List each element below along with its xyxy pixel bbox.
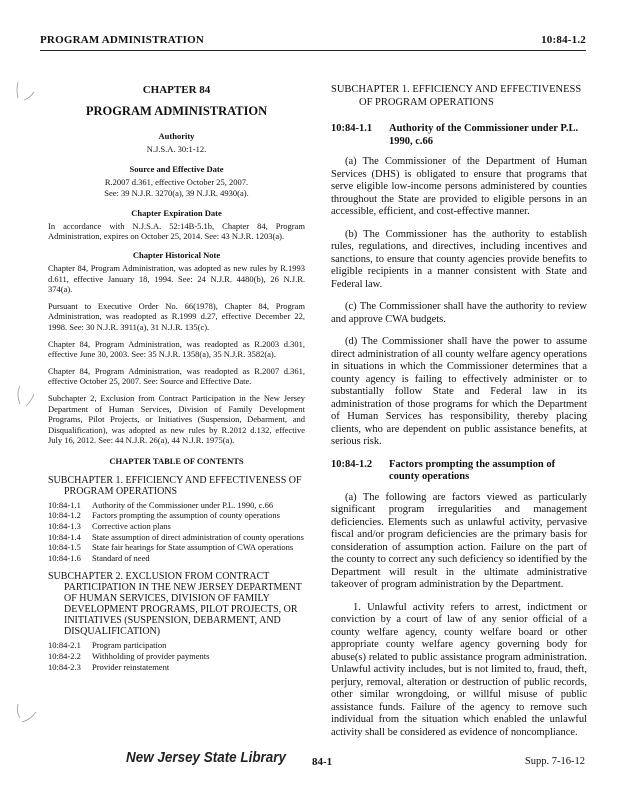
toc-entry-title: Program participation [92,640,167,651]
margin-scan-mark [10,384,40,410]
toc-entry[interactable] [48,641,305,651]
toc-heading: CHAPTER TABLE OF CONTENTS [109,455,244,466]
toc-entry-number: 10:84-2.3 [48,661,81,672]
toc-entry-number: 10:84-1.4 [48,531,81,542]
historical-note: Chapter 84, Program Administration, was adopted as new rules by R.1993 d.611, effective January 18, 1994. See: 24 N.J.R. 4480(b), 26 N.J.R. 374(a). [48,262,305,295]
toc-entry-number: 10:84-1.2 [48,510,81,521]
historical-note: Subchapter 2, Exclusion from Contract Participation in the New Jersey Department of Human Services, Division of Family Development Programs, Pilot Projects, or Initiatives (Suspension, Debarment, and Disqualification), was adopted as new rules by R.2012 d.132, effective July 16, 2012. See: 44 N.J.R. 26(a), 44 N.J.R. 1975(a). [48,392,305,446]
toc-entry-title: State assumption of direct administration of county operations [92,531,304,542]
section-heading [331,459,587,484]
paragraph: (c) The Commissioner shall have the authority to review and approve CWA budgets. [331,301,587,325]
expiration-heading: Chapter Expiration Date [131,207,222,218]
toc-entry[interactable] [48,522,305,532]
section-title: Authority of the Commissioner under P.L. 1990, c.66 [389,123,579,147]
toc-subchapter-2[interactable]: SUBCHAPTER 2. EXCLUSION FROM CONTRACT PARTICIPATION IN THE NEW JERSEY DEPARTMENT OF HUMAN SERVICES, DIVISION OF FAMILY DEVELOPMENT PROGRAMS, PILOT PROJECTS, OR INITIATIVES (SUSPENSION, DEBARMENT, AND DISQUALIFICATION) [48,571,302,638]
toc-entry-title: State fair hearings for State assumption of CWA operations [92,542,294,553]
right-column [331,84,587,749]
toc-entry-number: 10:84-2.1 [48,640,81,651]
toc-entry-title: Factors prompting the assumption of county operations [92,510,280,521]
section-number: 10:84-1.1 [331,123,373,134]
subchapter-heading: SUBCHAPTER 1. EFFICIENCY AND EFFECTIVENESS OF PROGRAM OPERATIONS [331,84,582,108]
header-section-number: 10:84-1.2 [541,34,586,46]
toc-entry-number: 10:84-1.5 [48,542,81,553]
page-number: 84-1 [312,756,333,768]
chapter-title: PROGRAM ADMINISTRATION [85,104,268,118]
left-column [48,84,305,673]
toc-entry[interactable] [48,652,305,662]
toc-entry[interactable] [48,543,305,553]
running-header [40,34,586,51]
paragraph-item: 1. Unlawful activity refers to arrest, indictment or conviction by a court of law of any senior official of a county welfare agency, county welfare board or other appropriate county welfare agency governing body for abuse(s) related to public assistance program administration. Unlawful activity includes, but is not limited to, fraud, theft, perjury, removal, alteration or destruction of public records, other similar wrongdoing, or willful misuse of public assistance funds. Failure of the agency to remove such individual from the situation which enabled the unlawful activity shall be considered as evidence of noncompliance. [331,601,587,738]
toc-entry[interactable] [48,511,305,521]
expiration-text: In accordance with N.J.S.A. 52:14B-5.1b, Chapter 84, Program Administration, expires on October 25, 2014. See: 43 N.J.R. 1203(a). [48,220,305,242]
authority-heading: Authority [158,131,195,141]
toc-entry-number: 10:84-2.2 [48,651,81,662]
authority-text: N.J.S.A. 30:1-12. [146,144,207,154]
chapter-number: CHAPTER 84 [142,84,211,96]
paragraph: (a) The Commissioner of the Department of Human Services (DHS) is obligated to ensure that programs that serve eligible low-income persons administered by counties throughout the State are provided to eligible persons in an accessible, efficient, and cost-effective manner. [331,156,587,217]
toc-entry-number: 10:84-1.6 [48,552,81,563]
library-stamp-logo [124,742,294,770]
margin-scan-mark [10,80,40,106]
source-heading: Source and Effective Date [129,163,224,174]
toc-entry-title: Authority of the Commissioner under P.L. 1990, c.66 [92,499,274,510]
header-title: PROGRAM ADMINISTRATION [40,34,205,46]
toc-entry-title: Corrective action plans [92,521,171,532]
toc-entry-title: Provider reinstatement [92,661,170,672]
historical-note: Pursuant to Executive Order No. 66(1978), Chapter 84, Program Administration, was readopted as R.1999 d.27, effective December 22, 1998. See: 30 N.J.R. 3911(a), 31 N.J.R. 135(c). [48,300,305,332]
toc-entry-number: 10:84-1.3 [48,521,81,532]
source-text: See: 39 N.J.R. 3270(a), 39 N.J.R. 4930(a). [104,188,249,199]
toc-entry[interactable] [48,533,305,543]
section-heading [331,123,587,148]
source-text: R.2007 d.361, effective October 25, 2007. [104,176,249,187]
toc-subchapter-1[interactable]: SUBCHAPTER 1. EFFICIENCY AND EFFECTIVENESS OF PROGRAM OPERATIONS [48,474,302,497]
section-title: Factors prompting the assumption of county operations [389,458,556,482]
toc-entry-number: 10:84-1.1 [48,499,81,510]
historical-note: Chapter 84, Program Administration, was readopted as R.2007 d.361, effective October 25, 2007. See: Source and Effective Date. [48,365,305,387]
historical-note-heading: Chapter Historical Note [132,249,221,260]
paragraph: (b) The Commissioner has the authority to establish rules, regulations, and directives, including incentives and sanctions, to ensure that county agencies provide benefits to eligible recipients in a manner consistent with State and Federal law. [331,228,587,290]
toc-entry[interactable] [48,663,305,673]
paragraph: (d) The Commissioner shall have the power to assume direct administration of all county welfare agency operations in situations in which the Commissioner determines that a county agency is failing to effectively administer or to substantially follow State and Federal law in its administration of those programs for which the Department of Human Services has responsibility, thereby placing clients, who are dependent on public assistance benefits, at serious risk. [331,336,587,447]
toc-entry-title: Standard of need [92,552,150,563]
supplement-date: Supp. 7-16-12 [524,756,585,767]
paragraph: (a) The following are factors viewed as particularly significant program irregularities and management deficiencies. Elements such as unlawful activity, pervasive fiscal and/or program deficiencies are the primary basis for consideration of assumption action. Failure on the part of the county to correct any such deficiency so identified by the Department will result in the ultimate administrative takeover of program administration by the Department. [331,491,587,590]
toc-entry[interactable] [48,501,305,511]
toc-entry-title: Withholding of provider payments [92,651,210,662]
margin-scan-mark [10,700,40,726]
historical-note: Chapter 84, Program Administration, was readopted as R.2003 d.301, effective June 30, 2003. See: 35 N.J.R. 1358(a), 35 N.J.R. 3582(a). [48,338,305,360]
section-number: 10:84-1.2 [331,458,373,470]
toc-entry[interactable] [48,554,305,564]
library-stamp-text: New Jersey State Library [126,749,287,766]
